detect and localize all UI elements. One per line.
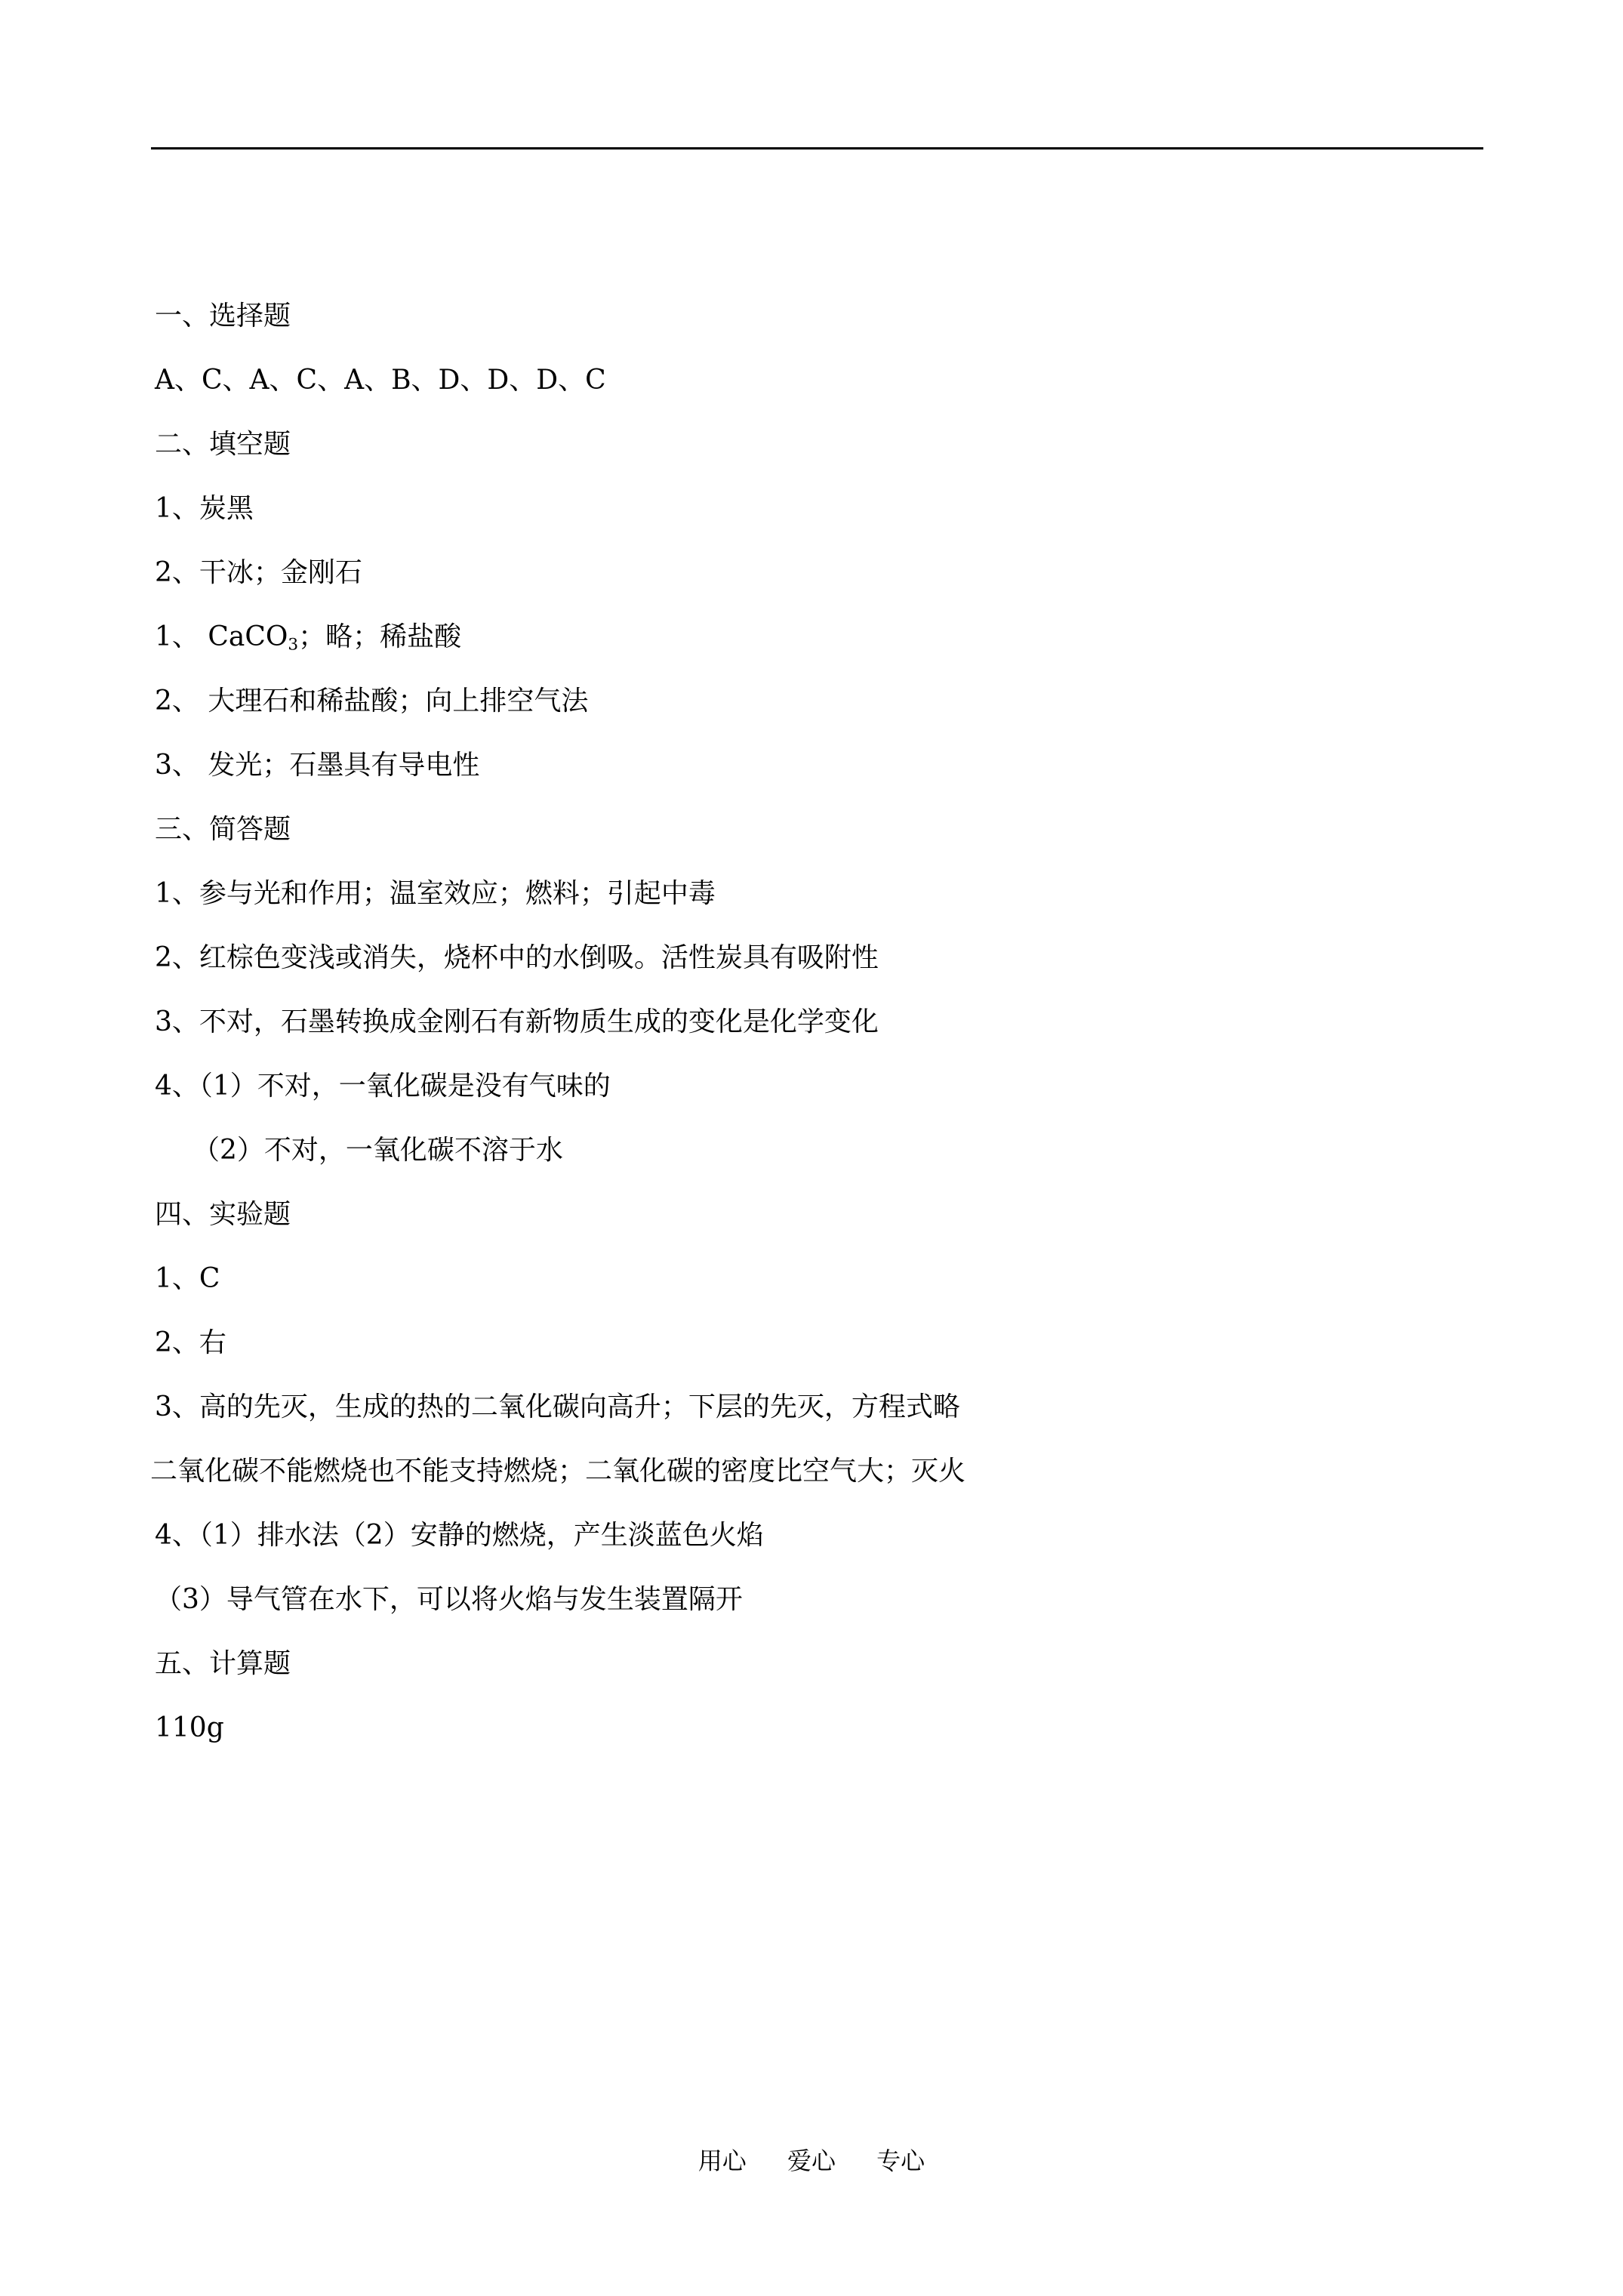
short-answer-1: 1、参与光和作用；温室效应；燃料；引起中毒: [155, 878, 716, 909]
short-answer-4-2: （2）不对，一氧化碳不溶于水: [192, 1135, 563, 1166]
caco3-prefix: 1、 CaCO: [155, 621, 288, 652]
caco3-suffix: ；略；稀盐酸: [298, 621, 462, 652]
footer-word-3: 专心: [876, 2147, 925, 2175]
choice-answers: A、C、A、C、A、B、D、D、D、C: [155, 365, 606, 396]
page-footer: [0, 2143, 1623, 2179]
section-heading-fill: 二、填空题: [155, 429, 291, 460]
section-heading-choice: 一、选择题: [155, 300, 291, 331]
short-answer-3: 3、不对，石墨转换成金刚石有新物质生成的变化是化学变化: [155, 1006, 879, 1037]
section-heading-short: 三、简答题: [155, 814, 291, 845]
experiment-answer-1: 1、C: [155, 1263, 220, 1294]
short-answer-4-1: 4、（1）不对，一氧化碳是没有气味的: [155, 1071, 611, 1102]
experiment-answer-4: 4、（1）排水法（2）安静的燃烧，产生淡蓝色火焰: [155, 1520, 764, 1551]
experiment-answer-3: 3、高的先灭，生成的热的二氧化碳向高升；下层的先灭，方程式略: [155, 1391, 960, 1422]
experiment-answer-3-cont: 二氧化碳不能燃烧也不能支持燃烧；二氧化碳的密度比空气大；灭火: [150, 1456, 966, 1487]
fill-answer-2: 2、干冰；金刚石: [155, 557, 362, 588]
header-rule: [151, 147, 1483, 149]
short-answer-2: 2、红棕色变浅或消失，烧杯中的水倒吸。活性炭具有吸附性: [155, 942, 879, 973]
experiment-answer-4-3: （3）导气管在水下，可以将火焰与发生装置隔开: [155, 1584, 743, 1615]
fill-answer-marble: 2、 大理石和稀盐酸；向上排空气法: [155, 686, 589, 717]
fill-answer-graphite: 3、 发光；石墨具有导电性: [155, 750, 480, 781]
caco3-subscript: 3: [288, 635, 299, 655]
section-heading-experiment: 四、实验题: [155, 1199, 291, 1230]
experiment-answer-2: 2、右: [155, 1327, 226, 1358]
fill-answer-caco3: [155, 617, 1468, 681]
calc-answer: 110g: [155, 1712, 224, 1743]
fill-answer-1: 1、炭黑: [155, 493, 254, 524]
footer-word-2: 爱心: [787, 2147, 836, 2175]
answer-key-body: [150, 296, 1468, 1772]
section-heading-calc: 五、计算题: [155, 1648, 291, 1679]
footer-word-1: 用心: [698, 2147, 747, 2175]
